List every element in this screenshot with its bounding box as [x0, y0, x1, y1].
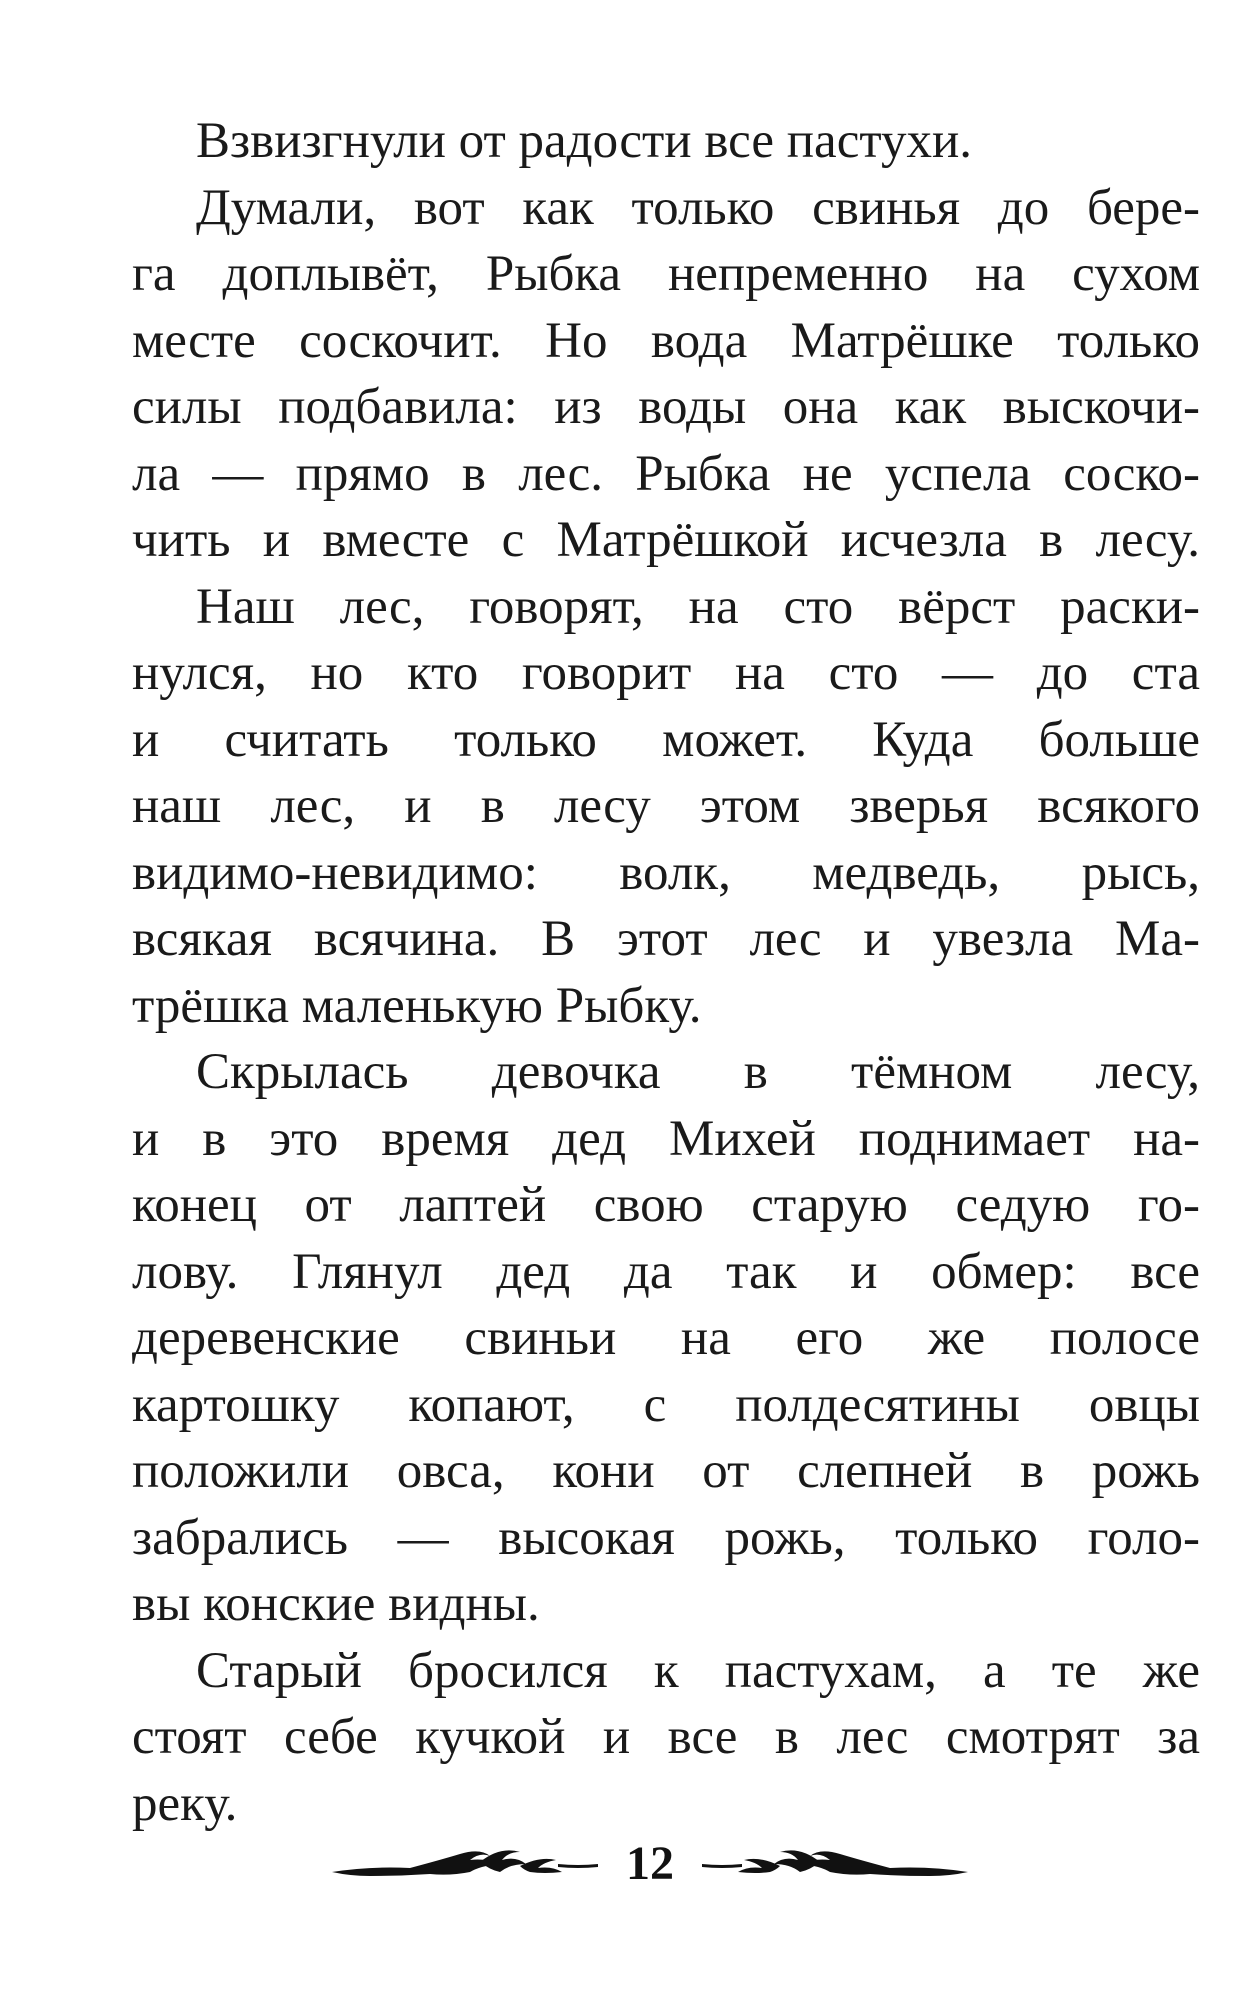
text-line: Скрылась девочка в тёмном лесу, [196, 1044, 1200, 1100]
page-number: 12 [626, 1837, 674, 1890]
text-line: деревенские свиньи на его же полосе [132, 1310, 1200, 1366]
text-line: картошку копают, с полдесятины овцы [132, 1376, 1200, 1433]
text-line: видимо-невидимо: волк, медведь, рысь, [132, 844, 1200, 901]
page-body [132, 108, 1200, 1837]
right-flourish-ornament-icon [700, 1842, 970, 1886]
text-line: чить и вместе с Матрёшкой исчезла в лесу. [132, 512, 1200, 568]
text-line: Наш лес, говорят, на сто вёрст раски- [196, 578, 1200, 635]
paragraph [132, 1638, 1200, 1838]
paragraph [132, 108, 1200, 175]
text-line: наш лес, и в лесу этом зверья всякого [132, 778, 1200, 834]
text-line: и в это время дед Михей поднимает на- [132, 1110, 1200, 1167]
text-line: и считать только может. Куда больше [132, 711, 1200, 768]
text-line: лову. Глянул дед да так и обмер: все [132, 1243, 1200, 1300]
text-line: вы конские видны. [132, 1576, 540, 1632]
text-line: конец от лаптей свою старую седую го- [132, 1177, 1200, 1233]
paragraph [132, 1039, 1200, 1638]
text-line: нулся, но кто говорит на сто — до ста [132, 645, 1200, 701]
text-line: Взвизгнули от радости все пастухи. [196, 113, 972, 169]
text-line: трёшка маленькую Рыбку. [132, 977, 702, 1034]
text-line: месте соскочит. Но вода Матрёшке только [132, 312, 1200, 369]
text-line: Старый бросился к пастухам, а те же [196, 1642, 1200, 1699]
text-line: забрались — высокая рожь, только голо- [132, 1509, 1200, 1566]
paragraph [132, 574, 1200, 1040]
paragraph [132, 175, 1200, 574]
text-line: Думали, вот как только свинья до бере- [196, 179, 1200, 236]
left-flourish-ornament-icon [330, 1842, 600, 1886]
text-line: силы подбавила: из воды она как выскочи- [132, 379, 1200, 435]
page-footer [330, 1836, 970, 1892]
text-line: га доплывёт, Рыбка непременно на сухом [132, 246, 1200, 302]
text-line: ла — прямо в лес. Рыбка не успела соско- [132, 445, 1200, 502]
text-line: стоят себе кучкой и все в лес смотрят за [132, 1709, 1200, 1765]
text-line: реку. [132, 1775, 238, 1832]
text-line: всякая всячина. В этот лес и увезла Ма- [132, 911, 1200, 967]
text-line: положили овса, кони от слепней в рожь [132, 1443, 1200, 1499]
